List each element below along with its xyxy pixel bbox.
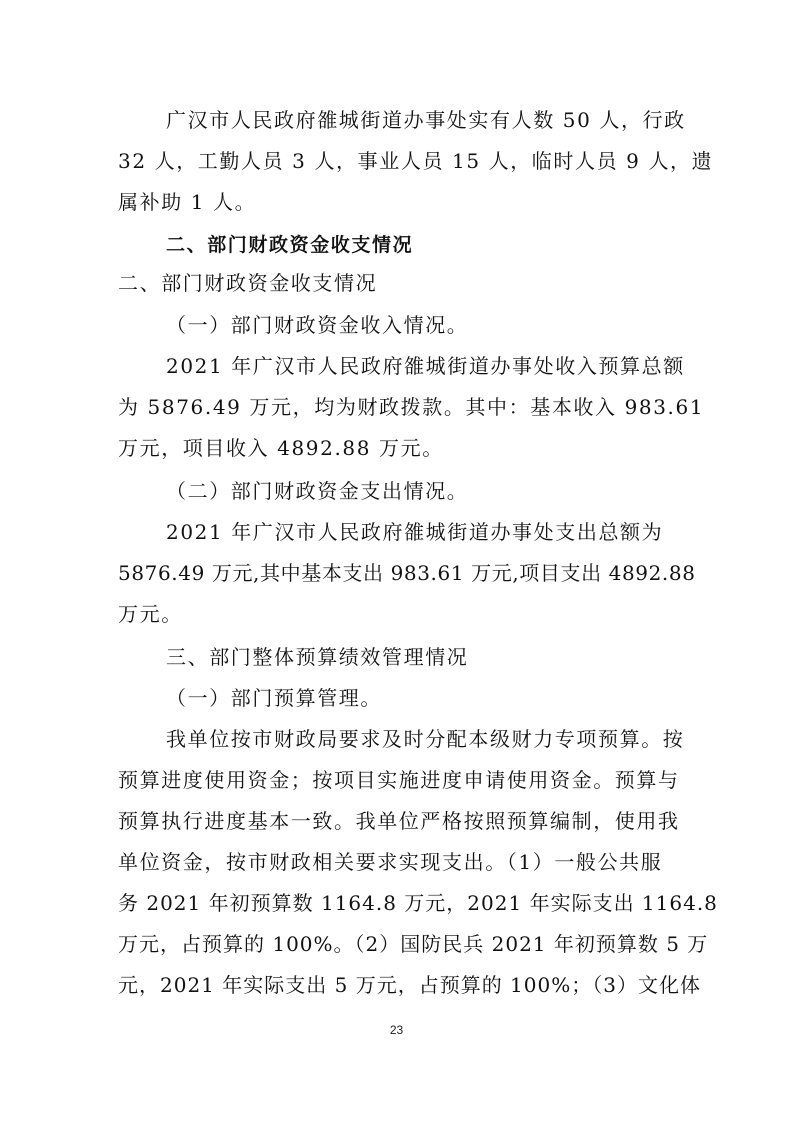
section-heading-bold: 二、部门财政资金收支情况	[166, 234, 414, 256]
paragraph-line: 万元。	[118, 602, 183, 626]
paragraph-line: 为 5876.49 万元，均为财政拨款。其中：基本收入 983.61	[118, 395, 705, 419]
paragraph-line: 我单位按市财政局要求及时分配本级财力专项预算。按	[166, 727, 685, 751]
paragraph-line: 务 2021 年初预算数 1164.8 万元，2021 年实际支出 1164.8	[118, 891, 718, 915]
section-heading: 三、部门整体预算绩效管理情况	[166, 645, 469, 669]
page-number: 23	[389, 1023, 404, 1037]
subsection-heading: （一）部门财政资金收入情况。	[166, 313, 469, 337]
paragraph-line: 属补助 1 人。	[118, 190, 257, 214]
paragraph-line: 元，2021 年实际支出 5 万元，占预算的 100%；（3）文化体	[118, 973, 701, 997]
paragraph-line: 5876.49 万元,其中基本支出 983.61 万元,项目支出 4892.88	[118, 561, 696, 585]
paragraph-line: 广汉市人民政府雒城街道办事处实有人数 50 人，行政	[166, 108, 686, 132]
paragraph-line: 万元，占预算的 100%。（2）国防民兵 2021 年初预算数 5 万	[118, 932, 709, 956]
subsection-heading: （一）部门预算管理。	[166, 686, 382, 710]
paragraph-line: 预算进度使用资金；按项目实施进度申请使用资金。预算与	[118, 768, 680, 792]
paragraph-line: 万元，项目收入 4892.88 万元。	[118, 436, 444, 460]
paragraph-line: 预算执行进度基本一致。我单位严格按照预算编制，使用我	[118, 809, 680, 833]
section-heading: 二、部门财政资金收支情况	[118, 271, 378, 295]
paragraph-line: 2021 年广汉市人民政府雒城街道办事处收入预算总额	[166, 354, 685, 378]
paragraph-line: 32 人，工勤人员 3 人，事业人员 15 人，临时人员 9 人，遗	[118, 149, 714, 173]
paragraph-line: 2021 年广汉市人民政府雒城街道办事处支出总额为	[166, 520, 664, 544]
paragraph-line: 单位资金，按市财政相关要求实现支出。（1）一般公共服	[118, 850, 663, 874]
subsection-heading: （二）部门财政资金支出情况。	[166, 479, 469, 503]
